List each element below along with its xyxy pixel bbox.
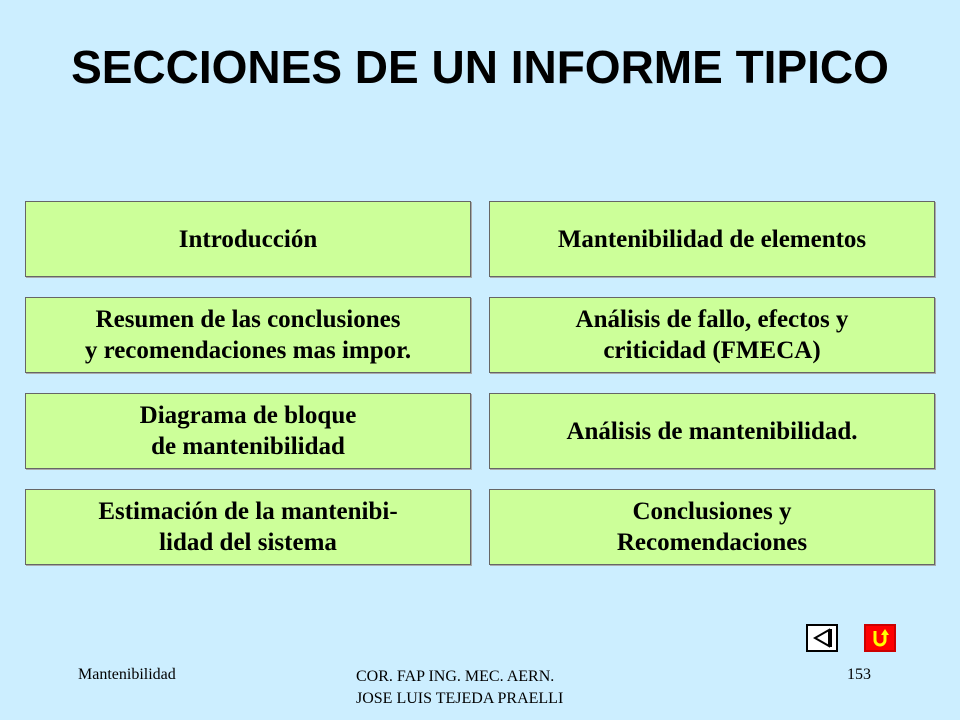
section-box-label: Estimación de la mantenibi- lidad del sistema xyxy=(98,498,398,556)
section-box-estimacion xyxy=(25,489,471,565)
section-box-fmeca xyxy=(489,297,935,373)
section-box-label: Diagrama de bloque de mantenibilidad xyxy=(139,402,357,460)
section-box-mantenibilidad-elementos xyxy=(489,201,935,277)
u-turn-arrow-icon xyxy=(869,627,891,649)
page-title: SECCIONES DE UN INFORME TIPICO xyxy=(71,41,889,93)
section-box-label: Análisis de fallo, efectos y criticidad (FMECA) xyxy=(575,306,849,364)
back-button[interactable] xyxy=(806,624,838,652)
footer-subject: Mantenibilidad xyxy=(78,666,176,683)
section-box-label: Resumen de las conclusiones y recomendaciones mas impor. xyxy=(84,306,412,364)
page-number: 153 xyxy=(847,666,871,683)
section-box-diagrama xyxy=(25,393,471,469)
triangle-left-icon xyxy=(811,628,833,648)
section-box-resumen xyxy=(25,297,471,373)
section-box-label: Análisis de mantenibilidad. xyxy=(566,417,858,445)
footer-author: COR. FAP ING. MEC. AERN. JOSE LUIS TEJEDA PRAELLI xyxy=(356,668,564,707)
section-box-label: Conclusiones y Recomendaciones xyxy=(616,498,808,556)
section-box-label: Introducción xyxy=(178,225,318,253)
section-box-introduccion xyxy=(25,201,471,277)
section-box-analisis-mantenibilidad xyxy=(489,393,935,469)
return-button[interactable] xyxy=(864,624,896,652)
section-box-conclusiones xyxy=(489,489,935,565)
section-box-label: Mantenibilidad de elementos xyxy=(557,225,867,253)
